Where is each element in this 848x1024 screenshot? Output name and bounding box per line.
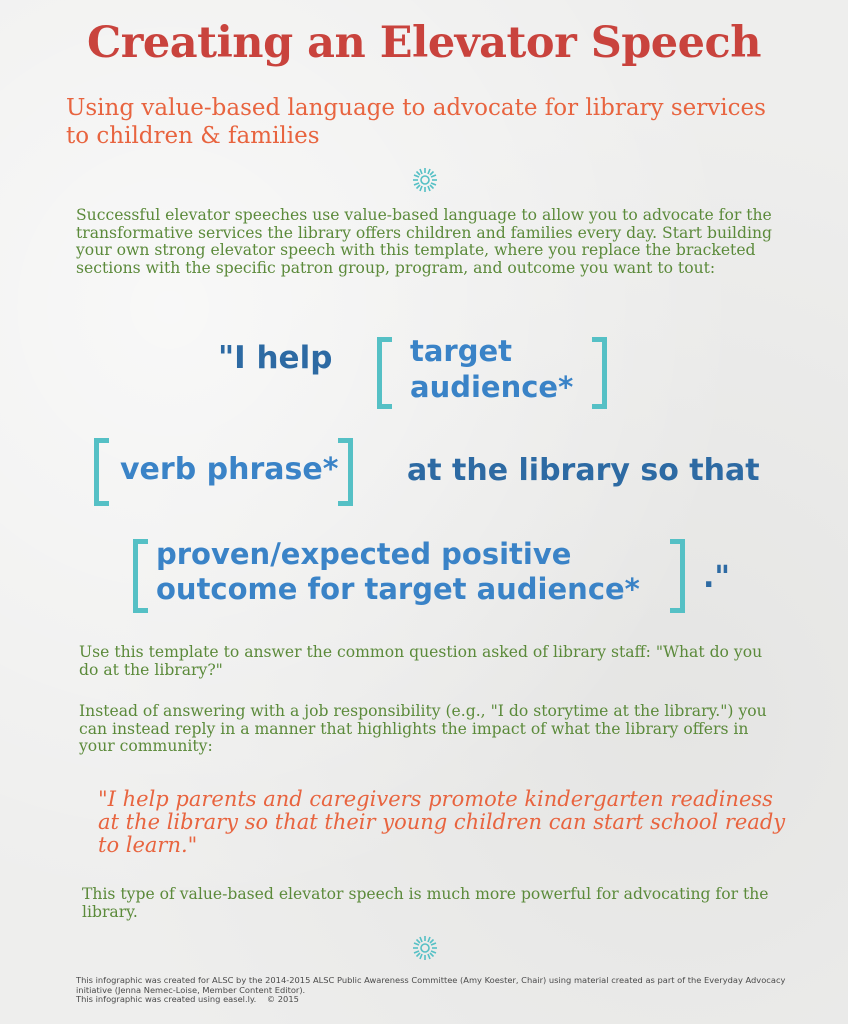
bracket-right-target bbox=[592, 337, 607, 409]
example-quote: "I help parents and caregivers promote kindergarten readiness at the library so that their young children can start school ready to learn." bbox=[98, 787, 786, 857]
outcome-line-1: proven/expected positive bbox=[156, 537, 572, 571]
bracket-right-verb bbox=[338, 438, 353, 506]
outcome-line-2: outcome for target audience* bbox=[156, 572, 640, 606]
bracket-left-outcome bbox=[133, 539, 148, 613]
footer-credits bbox=[76, 976, 796, 1005]
template-outcome bbox=[156, 537, 640, 607]
template-opening: "I help bbox=[218, 340, 333, 376]
template-closing: ." bbox=[703, 560, 731, 595]
bracket-right-outcome bbox=[670, 539, 685, 613]
closing-paragraph: This type of value-based elevator speech is much more powerful for advocating for the library. bbox=[82, 885, 769, 921]
template-verb-phrase: verb phrase* bbox=[120, 452, 339, 487]
target-line-1: target bbox=[410, 334, 513, 368]
bracket-left-target bbox=[377, 337, 392, 409]
footer-tool-line: This infographic was created using easel.ly. © 2015 bbox=[76, 994, 299, 1005]
page-title: Creating an Elevator Speech bbox=[87, 18, 761, 68]
usage-paragraph: Use this template to answer the common question asked of library staff: "What do you do at the library?" bbox=[79, 643, 763, 679]
target-line-2: audience* bbox=[410, 370, 574, 404]
flower-icon bbox=[411, 934, 439, 962]
intro-paragraph: Successful elevator speeches use value-based language to allow you to advocate for the transformative services the library offers children and families every day. Start building your own strong elevator speech with this template, where you replace the bracketed sections with the specific patron group, program, and outcome you want to tout: bbox=[76, 206, 772, 277]
bracket-left-verb bbox=[94, 438, 109, 506]
footer-credit-line: This infographic was created for ALSC by the 2014-2015 ALSC Public Awareness Committee (Amy Koester, Chair) using material created as part of the Everyday Advocacy initiative (Jenna Nemec-Loise, Member Content Editor). bbox=[76, 975, 786, 995]
instead-paragraph: Instead of answering with a job responsibility (e.g., "I do storytime at the library.") you can instead reply in a manner that highlights the impact of what the library offers in your community: bbox=[79, 702, 767, 755]
flower-icon bbox=[411, 166, 439, 194]
template-target-audience bbox=[410, 333, 573, 405]
subtitle: Using value-based language to advocate for library services to children & families bbox=[66, 95, 766, 149]
template-middle: at the library so that bbox=[407, 453, 760, 488]
